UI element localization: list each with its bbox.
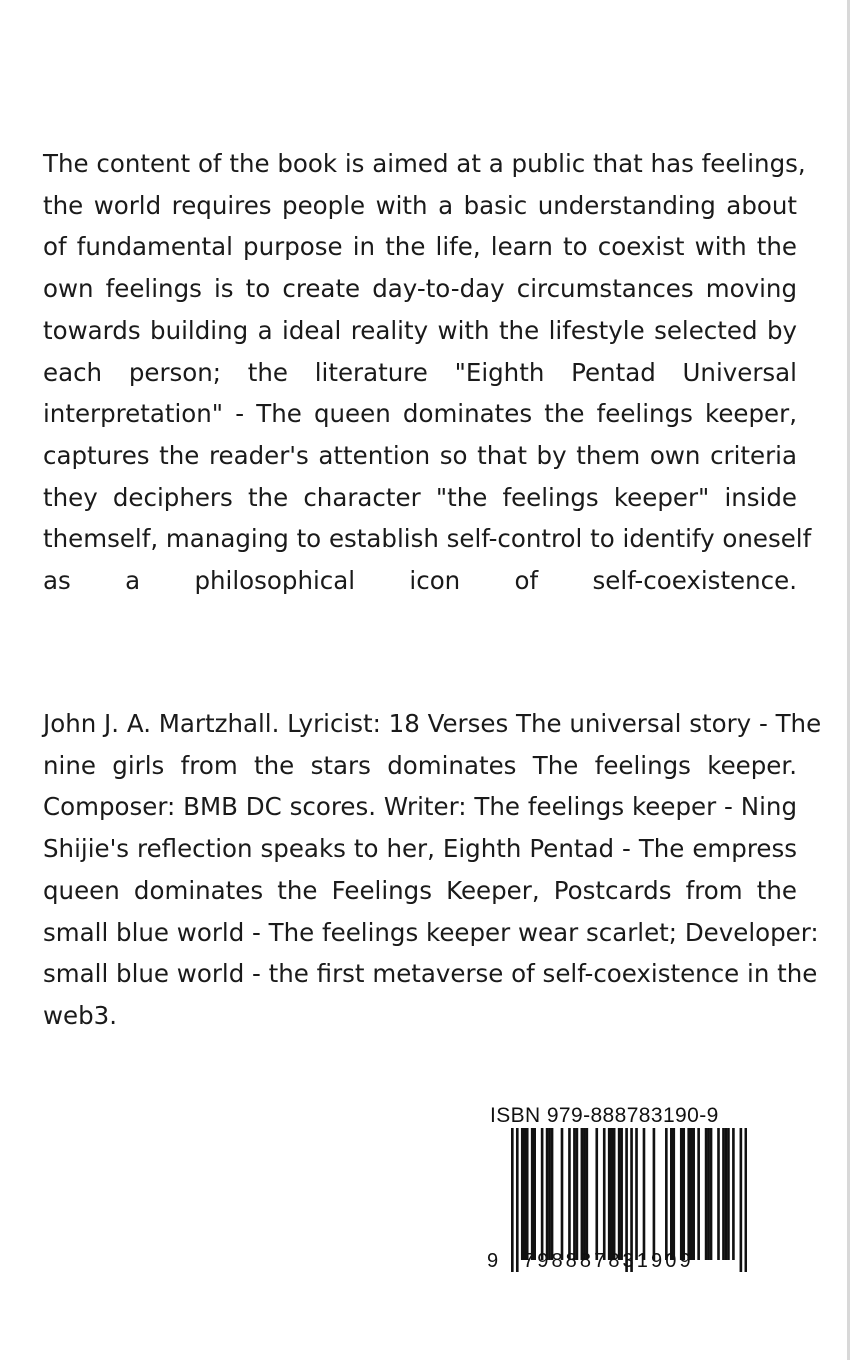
- barcode-bar: [576, 1128, 579, 1260]
- barcode-bar: [586, 1128, 589, 1260]
- description-line: they deciphers the character "the feelings keeper" inside: [43, 482, 797, 512]
- book-description: [43, 143, 812, 602]
- credits-line: small blue world - the first metaverse of self-coexistence in the: [43, 959, 818, 989]
- description-line: themself, managing to establish self-control to identify oneself: [43, 524, 812, 554]
- isbn-barcode: [484, 1104, 749, 1274]
- barcode-bar: [533, 1128, 536, 1260]
- barcode-bar: [583, 1128, 586, 1260]
- barcode-bar: [573, 1128, 576, 1260]
- barcode-bar: [692, 1128, 695, 1260]
- description-line: own feelings is to create day-to-day circumstances moving: [43, 274, 797, 304]
- barcode-bar: [541, 1128, 544, 1260]
- description-line: The content of the book is aimed at a public that has feelings,: [43, 149, 806, 178]
- credits-line: small blue world - The feelings keeper wear scarlet; Developer:: [43, 917, 819, 947]
- barcode-bar: [561, 1128, 564, 1260]
- barcode-digits: 798887831909: [523, 1250, 694, 1272]
- barcode-bar: [595, 1128, 598, 1260]
- barcode-bar: [551, 1128, 554, 1260]
- description-line: towards building a ideal reality with the lifestyle selected by: [43, 315, 797, 345]
- barcode-bar: [516, 1128, 519, 1272]
- barcode-bar: [690, 1128, 693, 1260]
- barcode-bar: [581, 1128, 584, 1260]
- credits-line: nine girls from the stars dominates The feelings keeper.: [43, 750, 797, 780]
- barcode-bar: [665, 1128, 668, 1260]
- barcode-bar: [697, 1128, 700, 1260]
- barcode-bar: [672, 1128, 675, 1260]
- barcode-bar: [546, 1128, 549, 1260]
- barcode-bar: [732, 1128, 735, 1260]
- description-line: of fundamental purpose in the life, learn to coexist with the: [43, 232, 797, 262]
- author-credits: [43, 703, 822, 1037]
- barcode-bar: [610, 1128, 613, 1260]
- description-line: interpretation" - The queen dominates the feelings keeper,: [43, 399, 797, 429]
- barcode-bar: [603, 1128, 606, 1260]
- isbn-label: ISBN 979-888783190-9: [490, 1104, 719, 1127]
- barcode-bar: [613, 1128, 616, 1260]
- description-line: each person; the literature "Eighth Pentad Universal: [43, 357, 797, 387]
- barcode-first-digit: 9: [487, 1250, 502, 1272]
- barcode-bar: [608, 1128, 611, 1260]
- barcode-bar: [531, 1128, 534, 1260]
- description-line: captures the reader's attention so that by them own criteria: [43, 440, 797, 470]
- barcode-bar: [727, 1128, 730, 1260]
- barcode-bar: [680, 1128, 683, 1260]
- barcode-bar: [521, 1128, 524, 1260]
- barcode-bar: [710, 1128, 713, 1260]
- barcode-bar: [523, 1128, 526, 1260]
- credits-line: Composer: BMB DC scores. Writer: The feelings keeper - Ning: [43, 792, 797, 822]
- barcode-bar: [526, 1128, 529, 1260]
- barcode-bar: [670, 1128, 673, 1260]
- barcode-bar: [635, 1128, 638, 1260]
- description-line: as a philosophical icon of self-coexistence.: [43, 566, 797, 596]
- credits-line: web3.: [43, 1000, 118, 1030]
- barcode-bar: [705, 1128, 708, 1260]
- barcode-bar: [682, 1128, 685, 1260]
- barcode-bar: [643, 1128, 646, 1260]
- barcode-bar: [511, 1128, 514, 1272]
- credits-line: John J. A. Martzhall. Lyricist: 18 Verses The universal story - The: [43, 709, 822, 738]
- barcode-bar: [725, 1128, 728, 1260]
- credits-line: Shijie's reflection speaks to her, Eighth Pentad - The empress: [43, 834, 797, 864]
- barcode-bar: [687, 1128, 690, 1260]
- barcode-bar: [568, 1128, 571, 1260]
- credits-line: queen dominates the Feelings Keeper, Postcards from the: [43, 875, 797, 905]
- barcode-bar: [653, 1128, 656, 1260]
- barcode-bar: [745, 1128, 747, 1272]
- barcode-bar: [618, 1128, 621, 1260]
- barcode-bar: [707, 1128, 710, 1260]
- barcode-bar: [740, 1128, 743, 1272]
- barcode-bar: [620, 1128, 623, 1260]
- barcode-bar: [548, 1128, 551, 1260]
- barcode-bar: [722, 1128, 725, 1260]
- description-line: the world requires people with a basic understanding about: [43, 190, 797, 220]
- barcode-bar: [717, 1128, 720, 1260]
